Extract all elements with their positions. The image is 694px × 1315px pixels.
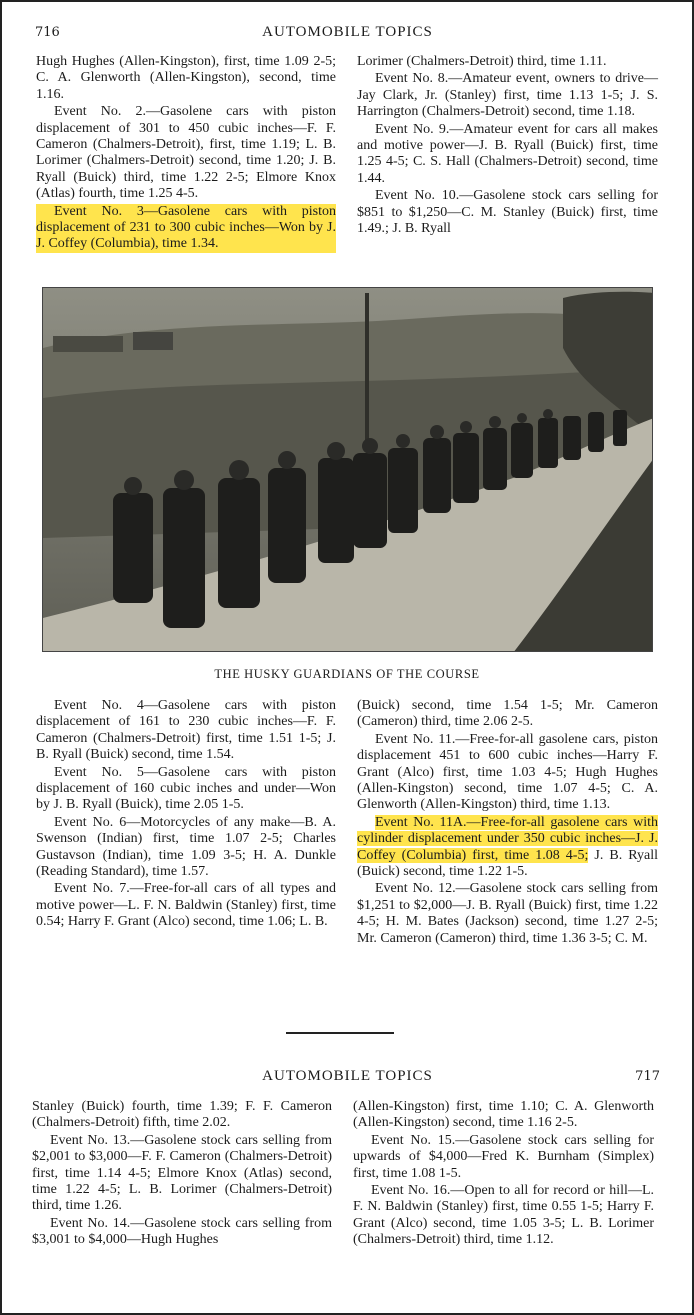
paragraph: Event No. 14.—Gasolene stock cars selling from $3,001 to $4,000—Hugh Hughes <box>32 1215 332 1248</box>
paragraph: Event No. 10.—Gasolene stock cars selling for $851 to $1,250—C. M. Stanley (Buick) first, time 1.49.; J. B. Ryall <box>357 188 658 237</box>
paragraph: Event No. 16.—Open to all for record or hill—L. F. N. Baldwin (Stanley) first, time 0.55 1-5; Harry F. Grant (Alco) second, time 1.05 3-5; L. B. Lorimer (Chalmers-Detroit) third, time 1.12. <box>353 1183 654 1248</box>
column-717-right <box>353 1099 654 1250</box>
page-number: 717 <box>635 1069 660 1084</box>
paragraph: Stanley (Buick) fourth, time 1.39; F. F. Cameron (Chalmers-Detroit) fifth, time 2.02. <box>32 1099 332 1131</box>
paragraph-text: J. B. Ryall (Buick) second, time 1.22 1-5. <box>357 847 659 880</box>
paragraph: Event No. 8.—Amateur event, owners to drive—Jay Clark, Jr. (Stanley) first, time 1.13 1-5; J. S. Harrington (Chalmers-Detroit) second, time 1.18. <box>357 71 658 120</box>
paragraph: Event No. 15.—Gasolene stock cars selling for upwards of $4,000—Fred K. Burnham (Simplex) first, time 1.08 1-5. <box>353 1132 654 1181</box>
paragraph: (Allen-Kingston) first, time 1.10; C. A. Glenworth (Allen-Kingston) second, time 1.16 2-5. <box>353 1099 654 1131</box>
paragraph: Event No. 12.—Gasolene stock cars selling from $1,251 to $2,000—J. B. Ryall (Buick) first, time 1.22 4-5; H. M. Bates (Jackson) second, time 1.27 2-5; Mr. Cameron (Cameron) third, time 1.36 3-5; C. M. <box>357 881 658 946</box>
photo-illustration <box>43 288 653 652</box>
page-number: 716 <box>35 25 60 40</box>
photo-caption: THE HUSKY GUARDIANS OF THE COURSE <box>214 667 480 681</box>
highlighted-text: Event No. 11A.—Free-for-all gasolene cars with cylinder displacement under 350 cubic inches—J. J. Coffey (Columbia) first, time 1.08 4-5; <box>357 814 658 863</box>
column-top-right <box>357 54 658 238</box>
page-header-716 <box>35 24 660 46</box>
paragraph: (Buick) second, time 1.54 1-5; Mr. Cameron (Cameron) third, time 2.06 2-5. <box>357 698 658 730</box>
paragraph <box>357 815 658 881</box>
paragraph: Event No. 4—Gasolene cars with piston displacement of 161 to 230 cubic inches—F. F. Cameron (Chalmers-Detroit) first, time 1.51 1-5; J. B. Ryall (Buick) second, time 1.54. <box>36 698 336 763</box>
column-717-left <box>32 1099 332 1250</box>
column-bottom-left <box>36 698 336 932</box>
paragraph: Event No. 5—Gasolene cars with piston displacement of 160 cubic inches and under—Won by J. B. Ryall (Buick), time 2.05 1-5. <box>36 764 336 813</box>
paragraph: Event No. 11.—Free-for-all gasolene cars, piston displacement 451 to 600 cubic inches—Harry F. Grant (Alco) first, time 1.03 4-5; Hugh Hughes (Allen-Kingston) second, time 1.07 4-5; C. A. Glenworth (Allen-Kingston) third, time 1.13. <box>357 731 658 813</box>
paragraph: Event No. 9.—Amateur event for cars all makes and motive power—J. B. Ryall (Buick) first, time 1.25 4-5; C. S. Hall (Chalmers-Detroit) second, time 1.44. <box>357 121 658 186</box>
paragraph: Event No. 13.—Gasolene stock cars selling from $2,001 to $3,000—F. F. Cameron (Chalmers-Detroit) first, time 1.14 4-5; Elmore Knox (Atlas) second, time 1.22 4-5; L. B. Lorimer (Chalmers-Detroit) third, time 1.26. <box>32 1132 332 1214</box>
highlighted-paragraph: Event No. 3—Gasolene cars with piston displacement of 231 to 300 cubic inches—Won by J. J. Coffey (Columbia), time 1.34. <box>36 203 336 252</box>
paragraph: Lorimer (Chalmers-Detroit) third, time 1.11. <box>357 54 607 69</box>
photograph-police-marching <box>42 287 653 652</box>
paragraph: Hugh Hughes (Allen-Kingston), first, time 1.09 2-5; C. A. Glenworth (Allen-Kingston), second, time 1.16. <box>36 54 336 102</box>
paragraph: Event No. 6—Motorcycles of any make—B. A. Swenson (Indian) first, time 1.07 2-5; Charles Gustavson (Indian), time 1.09 3-5; H. A. Dunkle (Reading Standard), time 1.57. <box>36 814 336 880</box>
section-divider <box>286 1032 394 1034</box>
page-header-717 <box>35 1068 660 1090</box>
paragraph: Event No. 7.—Free-for-all cars of all types and motive power—L. F. N. Baldwin (Stanley) first, time 0.54; Harry F. Grant (Alco) second, time 1.06; L. B. <box>36 881 336 930</box>
running-head: AUTOMOBILE TOPICS <box>262 1068 433 1084</box>
column-bottom-right <box>357 698 658 948</box>
paragraph: Event No. 2.—Gasolene cars with piston displacement of 301 to 450 cubic inches—F. F. Cameron (Chalmers-Detroit), first, time 1.19; L. B. Lorimer (Chalmers-Detroit) second, time 1.20; J. B. Ryall (Buick) third, time 1.22 2-5; Elmore Knox (Atlas) fourth, time 1.25 4-5. <box>36 104 336 202</box>
running-head: AUTOMOBILE TOPICS <box>262 24 433 40</box>
column-top-left <box>36 54 336 254</box>
